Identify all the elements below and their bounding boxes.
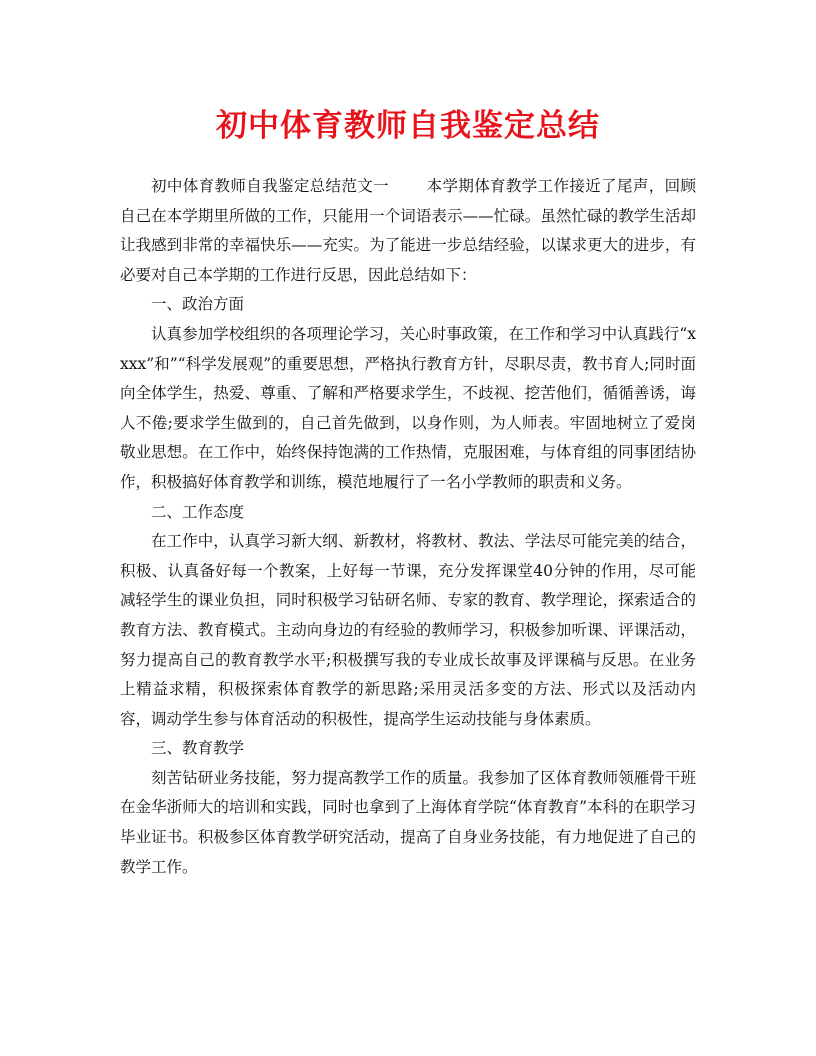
section-body-attitude: 在工作中，认真学习新大纲、新教材，将教材、教法、学法尽可能完美的结合，积极、认真备好每一个教案，上好每一节课，充分发挥课堂40分钟的作用，尽可能减轻学生的课业负担，同时积极学习钻研名师、专家的教育、教学理论，探索适合的教育方法、教育模式。主动向身边的有经验的教师学习，积极参加听课、评课活动，努力提高自己的教育教学水平;积极撰写我的专业成长故事及评课稿与反思。在业务上精益求精，积极探索体育教学的新思路;采用灵活多变的方法、形式以及活动内容，调动学生参与体育活动的积极性，提高学生运动技能与身体素质。 (120, 532, 696, 728)
intro-body: 本学期体育教学工作接近了尾声，回顾自己在本学期里所做的工作，只能用一个词语表示——忙碌。虽然忙碌的教学生活却让我感到非常的幸福快乐——充实。为了能进一步总结经验，以谋求更大的进步，有必要对自己本学期的工作进行反思，因此总结如下： (120, 177, 696, 284)
document-title: 初中体育教师自我鉴定总结 (216, 108, 600, 144)
section-body-politics: 认真参加学校组织的各项理论学习，关心时事政策，在工作和学习中认真践行“xxxx”和”“科学发展观”的重要思想，严格执行教育方针，尽职尽责，教书育人;同时面向全体学生，热爱、尊重、了解和严格要求学生，不歧视、挖苦他们，循循善诱，诲人不倦;要求学生做到的，自己首先做到，以身作则，为人师表。牢固地树立了爱岗敬业思想。在工作中，始终保持饱满的工作热情，克服困难，与体育组的同事团结协作，积极搞好体育教学和训练，模范地履行了一名小学教师的职责和义务。 (120, 324, 696, 491)
section-heading-attitude: 二、工作态度 (151, 502, 245, 521)
section-heading-teaching: 三、教育教学 (151, 739, 245, 758)
document-page (120, 100, 696, 882)
intro-lead: 初中体育教师自我鉴定总结范文一 (151, 177, 390, 195)
section-body-teaching: 刻苦钻研业务技能，努力提高教学工作的质量。我参加了区体育教师领雁骨干班在金华浙师大的培训和实践，同时也拿到了上海体育学院“体育教育”本科的在职学习毕业证书。积极参区体育教学研究活动，提高了自身业务技能，有力地促进了自己的教学工作。 (120, 768, 696, 876)
section-heading-politics: 一、政治方面 (151, 295, 245, 314)
intro-paragraph (120, 172, 696, 290)
